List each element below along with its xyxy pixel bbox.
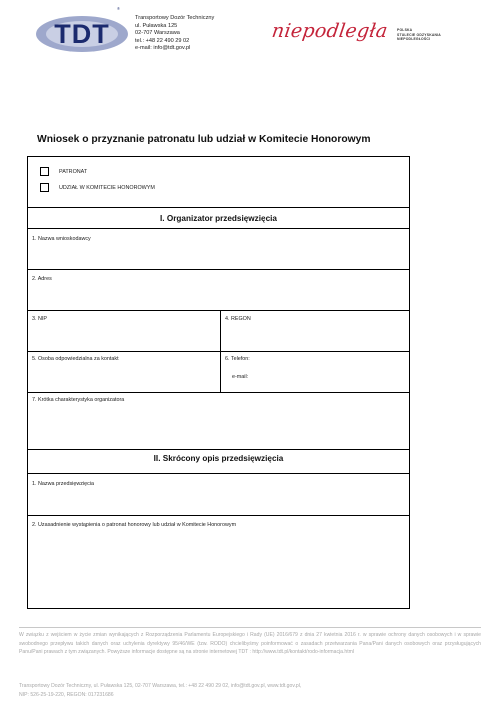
field-nip[interactable]: 3. NIP [32, 316, 47, 322]
niepodlegla-logo-subtitle: POLSKA STULECIE ODZYSKANIA NIEPODLEGŁOŚCI [397, 28, 441, 42]
tdt-logo [34, 14, 130, 54]
address-line: ul. Puławska 125 [135, 22, 178, 29]
field-phone[interactable]: 6. Telefon: [225, 356, 250, 362]
komitet-label: UDZIAŁ W KOMITECIE HONOROWYM [59, 185, 155, 191]
divider [28, 473, 409, 474]
divider [28, 228, 409, 229]
footer-contact-line: Transportowy Dozór Techniczny, ul. Puławska 125, 02-707 Warszawa, tel.: +48 22 490 29 02, info@tdt.gov.pl, www.tdt.gov.pl, [19, 683, 302, 689]
divider [28, 449, 409, 450]
field-address[interactable]: 2. Adres [32, 276, 52, 282]
divider [28, 515, 409, 516]
address-line: Transportowy Dozór Techniczny [135, 15, 215, 21]
application-form [27, 156, 410, 609]
svg-text:TDT: TDT [54, 19, 110, 49]
company-address [135, 15, 214, 53]
patronat-checkbox[interactable] [40, 167, 49, 176]
komitet-checkbox[interactable] [40, 183, 49, 192]
field-event-name[interactable]: 1. Nazwa przedsięwzięcia [32, 481, 95, 487]
gdpr-notice: W związku z wejściem w życie zmian wynikających z Rozporządzenia Parlamentu Europejskiego i Rady (UE) 2016/679 z dnia 27 kwietnia 2016 r. w sprawie ochrony danych osobowych i w sprawie swobodnego przepływu takich danych oraz uchylenia dyrektywy 95/46/WE (tzw. RODO) chcielibyśmy poinformować o zasadach przetwarzania Pana/Pani danych osobowych oraz przysługujących Panu/Pani prawach z tym związanych. Powyższe informacje dostępne są na stronie internetowej TDT : http://www.tdt.pl/kontakt/rodo-informacja.html [19, 632, 481, 655]
address-line: tel.: +48 22 490 29 02 [135, 37, 190, 44]
registered-mark: ® [117, 6, 120, 11]
niepodlegla-logo: niepodległa [270, 20, 390, 42]
address-line: e-mail: info@tdt.gov.pl [135, 45, 191, 52]
divider [28, 310, 409, 311]
footer-divider [19, 627, 481, 628]
section-description-heading: II. Skrócony opis przedsięwzięcia [153, 454, 284, 463]
divider [28, 351, 409, 352]
field-applicant-name[interactable]: 1. Nazwa wnioskodawcy [32, 236, 91, 242]
field-organizer-description[interactable]: 7. Krótka charakterystyka organizatora [32, 397, 125, 403]
patronat-label: PATRONAT [59, 169, 88, 175]
address-line: 02-707 Warszawa [135, 30, 180, 37]
section-organizer-heading: I. Organizator przedsięwzięcia [160, 214, 277, 223]
divider [28, 392, 409, 393]
field-email[interactable]: e-mail: [232, 374, 249, 380]
footer-contact [19, 682, 301, 699]
footer-ids-line: NIP: 526-25-19-220, REGON: 017231686 [19, 691, 114, 698]
divider [28, 207, 409, 208]
field-contact-person[interactable]: 5. Osoba odpowiedzialna za kontakt [32, 356, 119, 362]
divider [28, 269, 409, 270]
document-title: Wniosek o przyznanie patronatu lub udział w Komitecie Honorowym [37, 134, 371, 145]
field-justification[interactable]: 2. Uzasadnienie wystąpienia o patronat honorowy lub udział w Komitecie Honorowym [32, 522, 237, 528]
field-regon[interactable]: 4. REGON [225, 316, 251, 322]
